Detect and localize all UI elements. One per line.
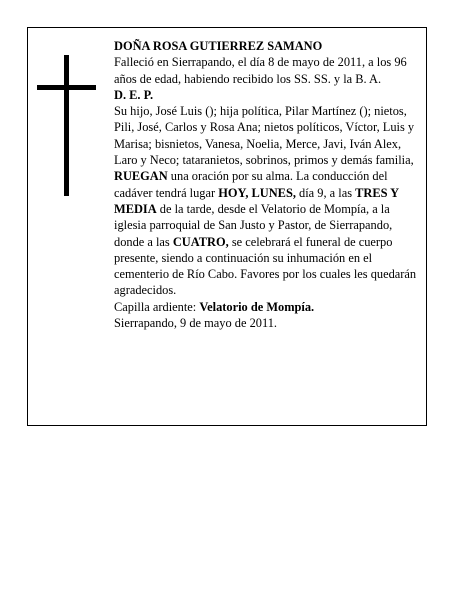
- family-list: Su hijo, José Luis (); hija política, Pilar Martínez (); nietos, Pili, José, Carlos y Rosa Ana; nietos políticos, Víctor, Luis y Marisa; bisnietos, Vanesa, Noelia, Merce, Javi, Iván Alex, Laro y Neco; tataranietos, sobrinos, primos y demás familia,: [114, 104, 415, 168]
- hoy-lunes: HOY, LUNES,: [218, 185, 296, 200]
- funeral-details: RUEGAN una oración por su alma. La conducción del cadáver tendrá lugar HOY, LUNES, día 9, a las TRES Y MEDIA de la tarde, desde el Velatorio de Mompía, a la iglesia parroquial de San Justo y Pastor, de Sierrapando, donde a las CUATRO, se celebrará el funeral de cuerpo presente, siendo a continuación su inhumación en el cementerio de Río Cabo. Favores por los cuales les quedarán agradecidos.: [114, 169, 417, 298]
- ruegan-word: RUEGAN: [114, 169, 168, 184]
- obituary-text: [114, 38, 420, 331]
- chapel-line: Capilla ardiente: Velatorio de Mompía.: [114, 299, 315, 314]
- place-date: Sierrapando, 9 de mayo de 2011.: [114, 316, 277, 331]
- dep-line: D. E. P.: [114, 87, 154, 102]
- deceased-name: DOÑA ROSA GUTIERREZ SAMANO: [114, 39, 323, 53]
- tres-y-media: TRES Y MEDIA: [114, 185, 399, 216]
- death-announcement: Falleció en Sierrapando, el día 8 de mayo de 2011, a los 96 años de edad, habiendo recibido los SS. SS. y la B. A.: [114, 55, 407, 86]
- cuatro: CUATRO,: [172, 234, 229, 249]
- cross-vertical-bar: [64, 55, 69, 196]
- chapel-name: Velatorio de Mompía.: [199, 299, 315, 314]
- cross-horizontal-bar: [37, 85, 96, 90]
